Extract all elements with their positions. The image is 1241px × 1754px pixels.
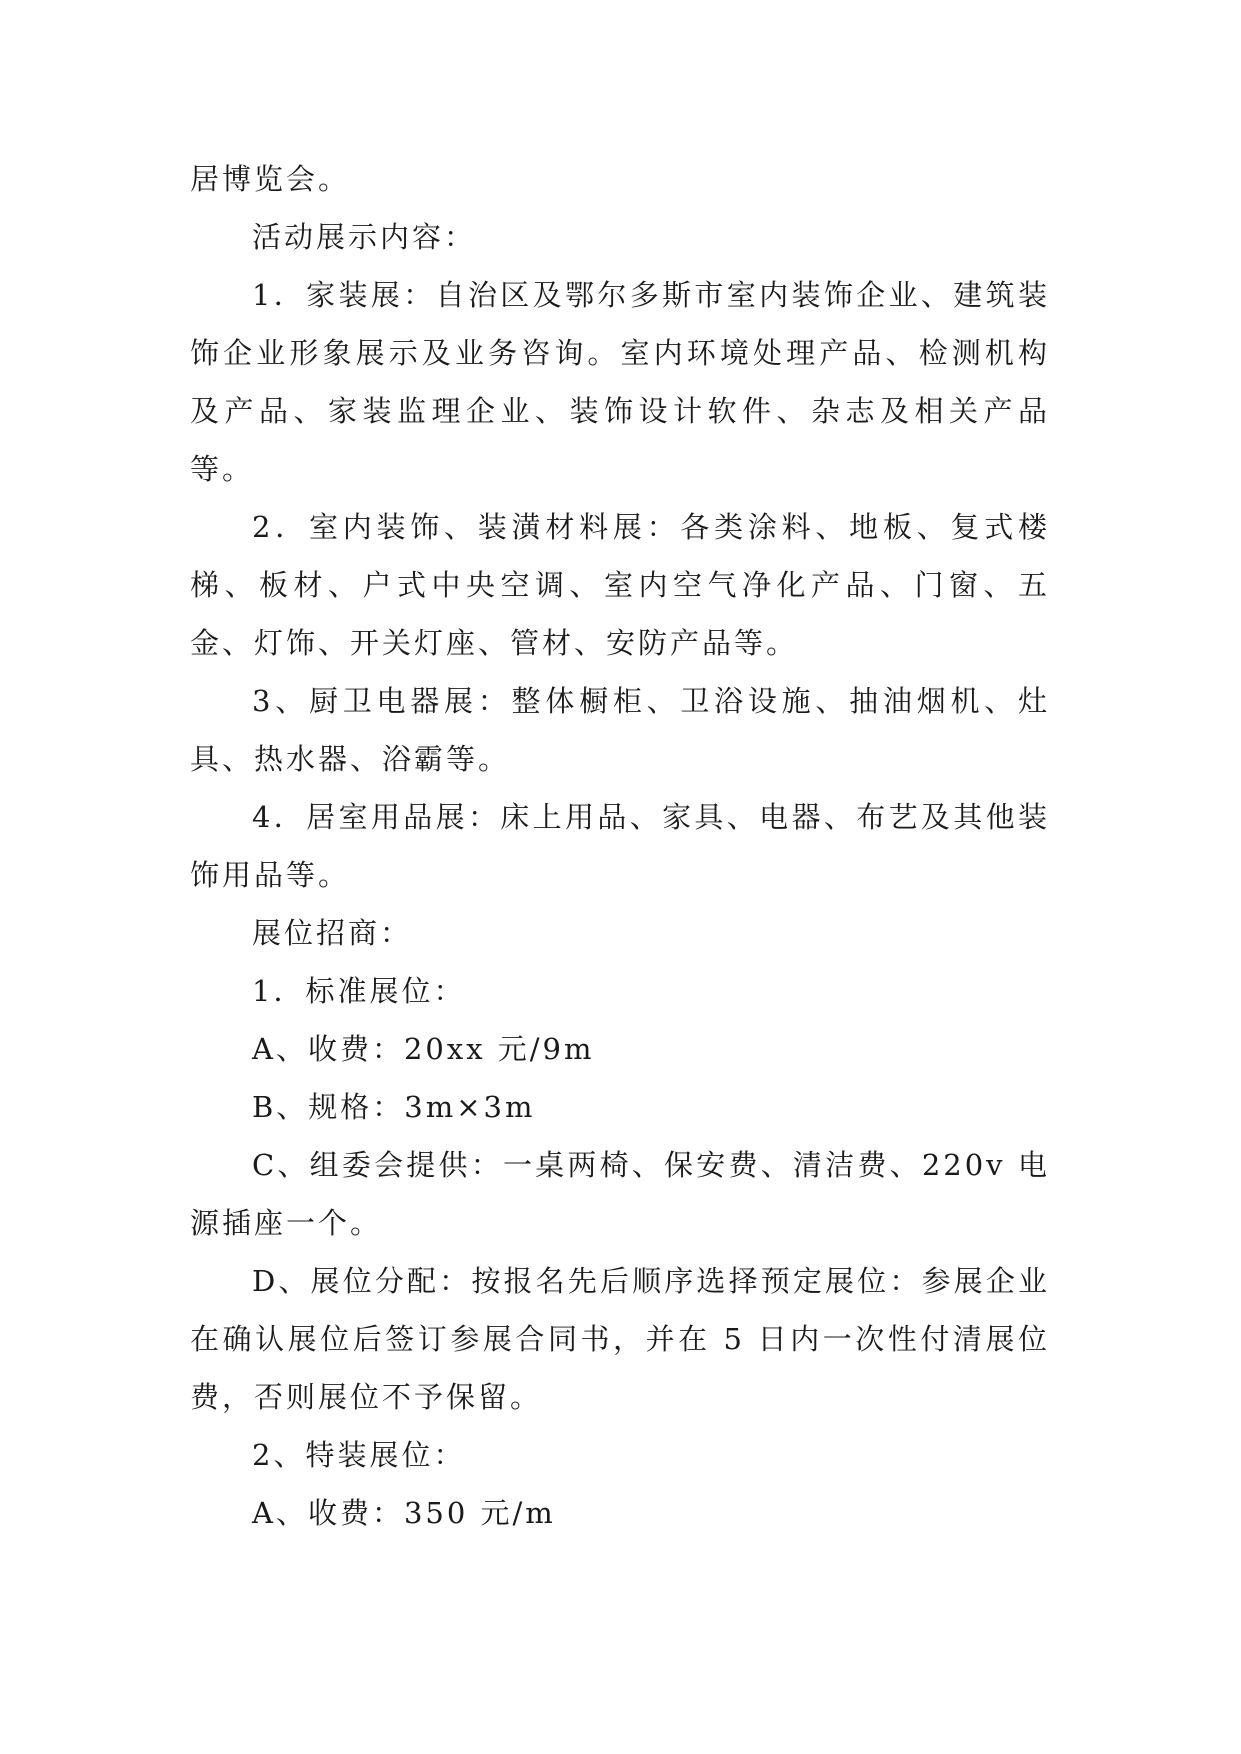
paragraph-12: 2、特装展位： [252,1438,466,1472]
paragraph-3: 2．室内装饰、装潢材料展：各类涂料、地板、复式楼梯、板材、户式中央空调、室内空气净化产品、门窗、五金、灯饰、开关灯座、管材、安防产品等。 [190,510,1050,660]
paragraph-1: 活动展示内容： [252,220,477,254]
paragraph-6: 展位招商： [252,916,413,950]
paragraph-13: A、收费：350 元/m [252,1496,556,1530]
paragraph-4: 3、厨卫电器展：整体橱柜、卫浴设施、抽油烟机、灶具、热水器、浴霸等。 [190,684,1050,776]
paragraph-8: A、收费：20xx 元/9m [252,1032,595,1066]
paragraph-10: C、组委会提供：一桌两椅、保安费、清洁费、220v 电源插座一个。 [190,1148,1050,1240]
paragraph-11: D、展位分配：按报名先后顺序选择预定展位：参展企业在确认展位后签订参展合同书，并在 5 日内一次性付清展位费，否则展位不予保留。 [190,1264,1050,1414]
paragraph-2: 1．家装展：自治区及鄂尔多斯市室内装饰企业、建筑装饰企业形象展示及业务咨询。室内环境处理产品、检测机构及产品、家装监理企业、装饰设计软件、杂志及相关产品等。 [190,278,1050,486]
paragraph-7: 1．标准展位： [252,974,466,1008]
paragraph-9: B、规格：3m×3m [252,1090,536,1124]
paragraph-0: 居博览会。 [190,162,351,196]
document-body [190,150,1050,1542]
paragraph-5: 4．居室用品展：床上用品、家具、电器、布艺及其他装饰用品等。 [190,800,1050,892]
